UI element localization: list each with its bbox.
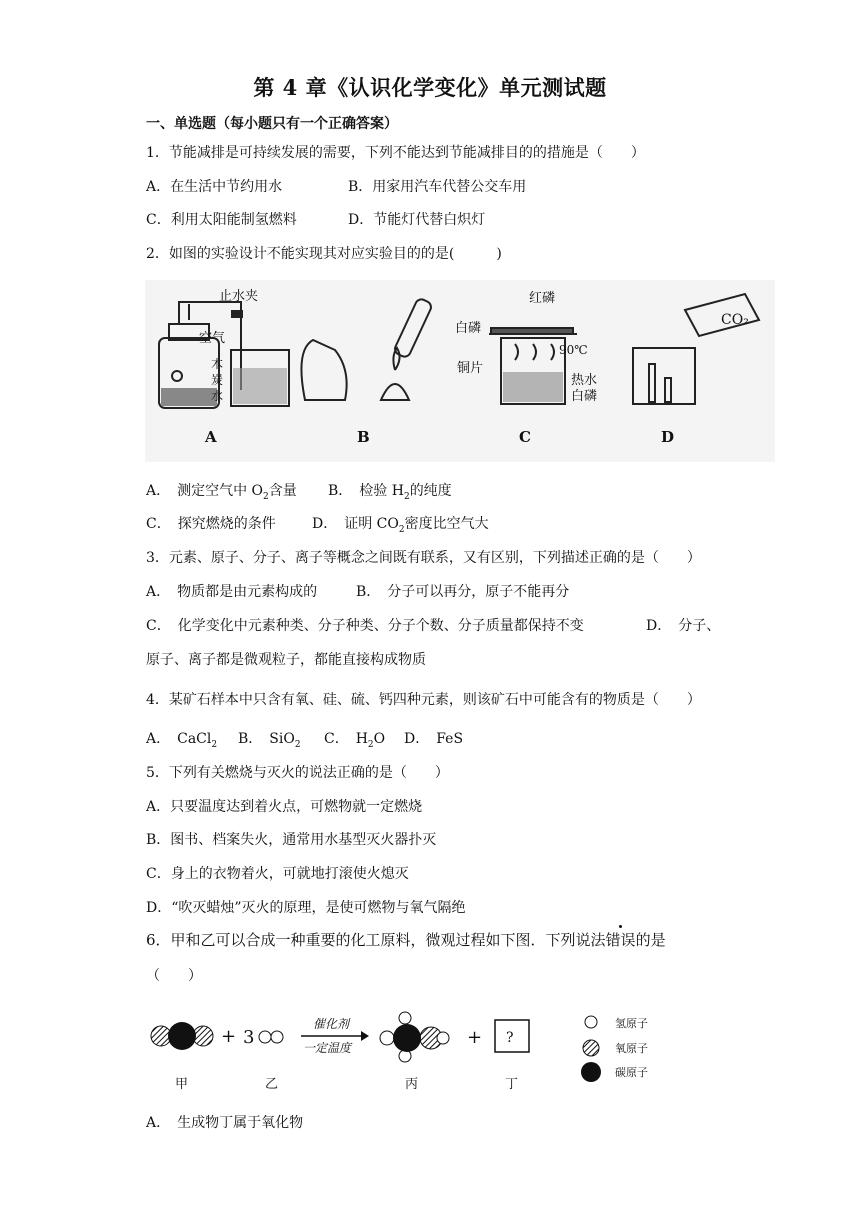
q1-option-c: C．利用太阳能制氢燃料 bbox=[146, 212, 297, 228]
q5-option-d: D．“吹灭蜡烛”灭火的原理，是使可燃物与氧气隔绝 bbox=[146, 900, 466, 916]
q5-option-c: C．身上的衣物着火，可就地打滚使火熄灭 bbox=[146, 866, 409, 882]
q1-option-a: A．在生活中节约用水 bbox=[146, 179, 283, 195]
section-heading: 一、单选题（每小题只有一个正确答案） bbox=[146, 116, 398, 132]
q1-stem: 1．节能减排是可持续发展的需要，下列不能达到节能减排目的的措施是（ ） bbox=[146, 145, 645, 161]
q6-emphasis: 错误 bbox=[605, 931, 636, 949]
unknown-q: ? bbox=[506, 1030, 514, 1046]
q6-stem: 6．甲和乙可以合成一种重要的化工原料，微观过程如下图．下列说法错误的是 bbox=[146, 931, 666, 949]
q3-option-d-part1: D． 分子、 bbox=[646, 618, 721, 634]
molecule-bing bbox=[380, 1012, 449, 1062]
svg-text:氢原子: 氢原子 bbox=[615, 1017, 648, 1030]
q5-option-a: A．只要温度达到着火点，可燃物就一定燃烧 bbox=[146, 799, 423, 815]
q4-stem: 4．某矿石样本中只含有氧、硅、硫、钙四种元素，则该矿石中可能含有的物质是（ ） bbox=[146, 692, 701, 708]
q6-figure-svg bbox=[145, 1010, 705, 1090]
q5-option-b: B．图书、档案失火，通常用水基型灭火器扑灭 bbox=[146, 832, 437, 848]
q2-stem: 2．如图的实验设计不能实现其对应实验目的的是( ) bbox=[146, 246, 502, 262]
molecule-jia bbox=[151, 1022, 213, 1050]
label-shui: 水 bbox=[211, 389, 224, 403]
q2-option-a: A． 测定空气中 $O_2$含量 bbox=[146, 483, 297, 502]
legend-carbon bbox=[581, 1062, 648, 1082]
label-bailin: 白磷 bbox=[455, 321, 482, 336]
caption-jia: 甲 bbox=[175, 1077, 189, 1090]
q1-options-row2 bbox=[146, 209, 485, 229]
label-reshui: 热水 bbox=[571, 373, 598, 388]
q2-option-d: D． 证明 $CO_2$密度比空气大 bbox=[312, 516, 489, 535]
q3-option-c: C． 化学变化中元素种类、分子种类、分子个数、分子质量都保持不变 bbox=[146, 618, 584, 634]
q3-stem: 3．元素、原子、分子、离子等概念之间既有联系，又有区别，下列描述正确的是（ ） bbox=[146, 550, 701, 566]
label-c: C bbox=[519, 428, 531, 446]
label-honglin: 红磷 bbox=[529, 291, 556, 306]
caption-yi: 乙 bbox=[265, 1077, 279, 1090]
q6-option-a: A． 生成物丁属于氧化物 bbox=[146, 1115, 304, 1131]
legend-oxygen bbox=[583, 1040, 648, 1056]
q2-figure-svg bbox=[145, 280, 775, 462]
q4-option-c: C． $H_2O$ bbox=[324, 731, 386, 750]
plus-1: + bbox=[221, 1026, 237, 1047]
page-title: 第 4 章《认识化学变化》单元测试题 bbox=[253, 75, 607, 100]
catalyst-label: 催化剂 bbox=[313, 1017, 350, 1031]
plus-2: + bbox=[467, 1027, 483, 1048]
q4-option-b: B． SiO$_2$ bbox=[238, 731, 301, 750]
molecule-yi bbox=[259, 1031, 283, 1043]
legend-hydrogen bbox=[585, 1016, 648, 1030]
svg-text:氧原子: 氧原子 bbox=[615, 1042, 648, 1055]
q4-options bbox=[146, 728, 463, 750]
label-a: A bbox=[205, 428, 217, 446]
label-mu: 木 bbox=[211, 357, 224, 371]
q2-options-row1 bbox=[146, 480, 452, 502]
caption-ding: 丁 bbox=[505, 1077, 519, 1090]
q1-options-row1 bbox=[146, 176, 526, 196]
q1-option-b: B．用家用汽车代替公交车用 bbox=[348, 179, 527, 195]
q3-option-d-part2: 原子、离子都是微观粒子，都能直接构成物质 bbox=[146, 652, 426, 668]
water-a bbox=[161, 388, 217, 406]
label-bailin2: 白磷 bbox=[571, 389, 598, 404]
label-zhishuijia: 止水夹 bbox=[219, 289, 259, 304]
q3-option-b: B． 分子可以再分，原子不能再分 bbox=[356, 584, 570, 600]
caption-bing: 丙 bbox=[405, 1077, 419, 1090]
label-d: D bbox=[661, 428, 675, 446]
svg-text:碳原子: 碳原子 bbox=[615, 1066, 648, 1079]
beaker-water-a bbox=[233, 368, 287, 404]
q4-option-d: D． FeS bbox=[404, 731, 464, 747]
q3-options-row2 bbox=[146, 615, 720, 635]
q2-experiment-figure bbox=[145, 280, 775, 462]
q6-molecule-figure bbox=[145, 1010, 705, 1090]
condition-label: 一定温度 bbox=[303, 1041, 352, 1055]
q1-option-d: D．节能灯代替白炽灯 bbox=[348, 212, 486, 228]
label-co2: CO₂ bbox=[721, 312, 749, 328]
label-kongqi: 空气 bbox=[199, 331, 226, 346]
q3-options-row1 bbox=[146, 581, 569, 601]
coef-3: 3 bbox=[243, 1027, 255, 1048]
q3-option-a: A． 物质都是由元素构成的 bbox=[146, 584, 318, 600]
q2-option-b: B． 检验 $H_2$的纯度 bbox=[328, 483, 452, 502]
label-b: B bbox=[357, 428, 370, 446]
q2-option-c: C． 探究燃烧的条件 bbox=[146, 516, 276, 532]
q4-option-a: A． CaCl$_2$ bbox=[146, 731, 218, 750]
label-tongpian: 铜片 bbox=[457, 361, 484, 376]
q2-options-row2 bbox=[146, 513, 489, 535]
label-temp: 90℃ bbox=[559, 343, 588, 357]
q6-paren: （ ） bbox=[146, 968, 202, 984]
label-tan: 炭 bbox=[211, 373, 224, 387]
hot-water-c bbox=[503, 372, 563, 402]
q5-stem: 5．下列有关燃烧与灭火的说法正确的是（ ） bbox=[146, 765, 449, 781]
